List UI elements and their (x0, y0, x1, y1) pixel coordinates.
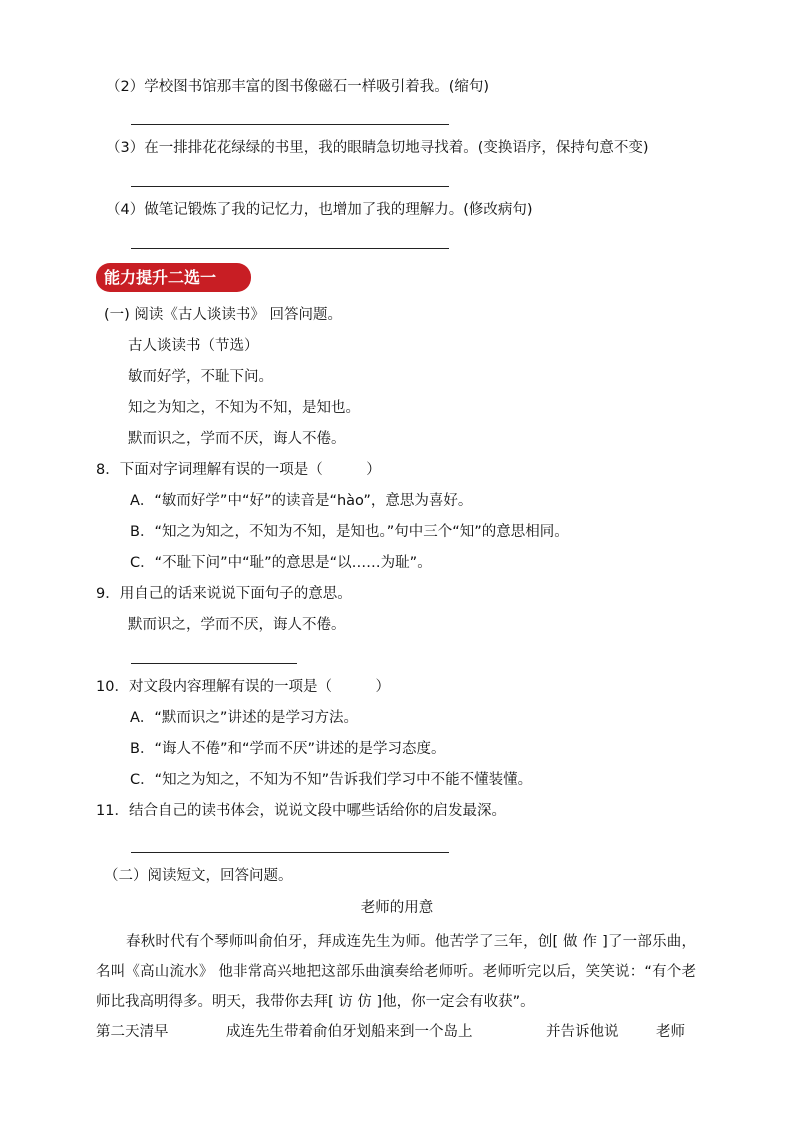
passage-line: 敏而好学，不耻下问。 (128, 369, 273, 385)
part2-intro: （二）阅读短文，回答问题。 (104, 868, 293, 884)
q10-option-b[interactable]: B．“诲人不倦”和“学而不厌”讲述的是学习态度。 (130, 741, 446, 757)
part1-intro: (一) 阅读《古人谈读书》 回答问题。 (104, 307, 343, 323)
passage-line: 知之为知之，不知为不知，是知也。 (128, 400, 360, 416)
q10-option-a[interactable]: A．“默而识之”讲述的是学习方法。 (130, 710, 358, 726)
passage-title: 老师的用意 (360, 900, 434, 916)
passage-fragment: 并告诉他说 (546, 1024, 619, 1040)
passage-paragraph: 春秋时代有个琴师叫俞伯牙，拜成连先生为师。他苦学了三年，创[ 做 作 ]了一部乐曲，名叫《高山流水》 他非常高兴地把这部乐曲演奏给老师听。老师听完以后，笑笑说：“有个老师比我高明得多。明天，我带你去拜[ 访 仿 ]他，你一定会有收获”。 (96, 934, 696, 1010)
q-item-3: （3）在一排排花花绿绿的书里，我的眼睛急切地寻找着。(变换语序，保持句意不变) (106, 140, 649, 156)
q8-option-c[interactable]: C．“不耻下问”中“耻”的意思是“以……为耻”。 (130, 555, 432, 571)
passage-title: 古人谈读书（节选） (128, 338, 259, 354)
section-badge: 能力提升二选一 (96, 263, 251, 292)
passage-fragment: 成连先生带着俞伯牙划船来到一个岛上 (226, 1024, 473, 1040)
q9-quote: 默而识之，学而不厌，诲人不倦。 (128, 617, 346, 633)
answer-line (131, 124, 449, 125)
q8-option-a[interactable]: A．“敏而好学”中“好”的读音是“hào”，意思为喜好。 (130, 493, 473, 509)
q10-option-c[interactable]: C．“知之为知之，不知为不知”告诉我们学习中不能不懂装懂。 (130, 772, 533, 788)
passage-fragment: 老师 (656, 1024, 685, 1040)
q9-stem: 9．用自己的话来说说下面句子的意思。 (96, 586, 352, 602)
q10-stem: 10．对文段内容理解有误的一项是（ ） (96, 679, 390, 695)
q-item-4: （4）做笔记锻炼了我的记忆力，也增加了我的理解力。(修改病句) (106, 202, 533, 218)
answer-line (131, 186, 449, 187)
q-item-2: （2）学校图书馆那丰富的图书像磁石一样吸引着我。(缩句) (106, 79, 490, 95)
answer-line (131, 248, 449, 249)
passage-fragment: 第二天清早 (96, 1024, 169, 1040)
answer-line (131, 852, 449, 853)
q11-stem: 11．结合自己的读书体会，说说文段中哪些话给你的启发最深。 (96, 803, 506, 819)
passage-line: 默而识之，学而不厌，诲人不倦。 (128, 431, 346, 447)
answer-line (131, 663, 297, 664)
q8-stem: 8．下面对字词理解有误的一项是（ ） (96, 462, 381, 478)
q8-option-b[interactable]: B．“知之为知之，不知为不知，是知也。”句中三个“知”的意思相同。 (130, 524, 569, 540)
